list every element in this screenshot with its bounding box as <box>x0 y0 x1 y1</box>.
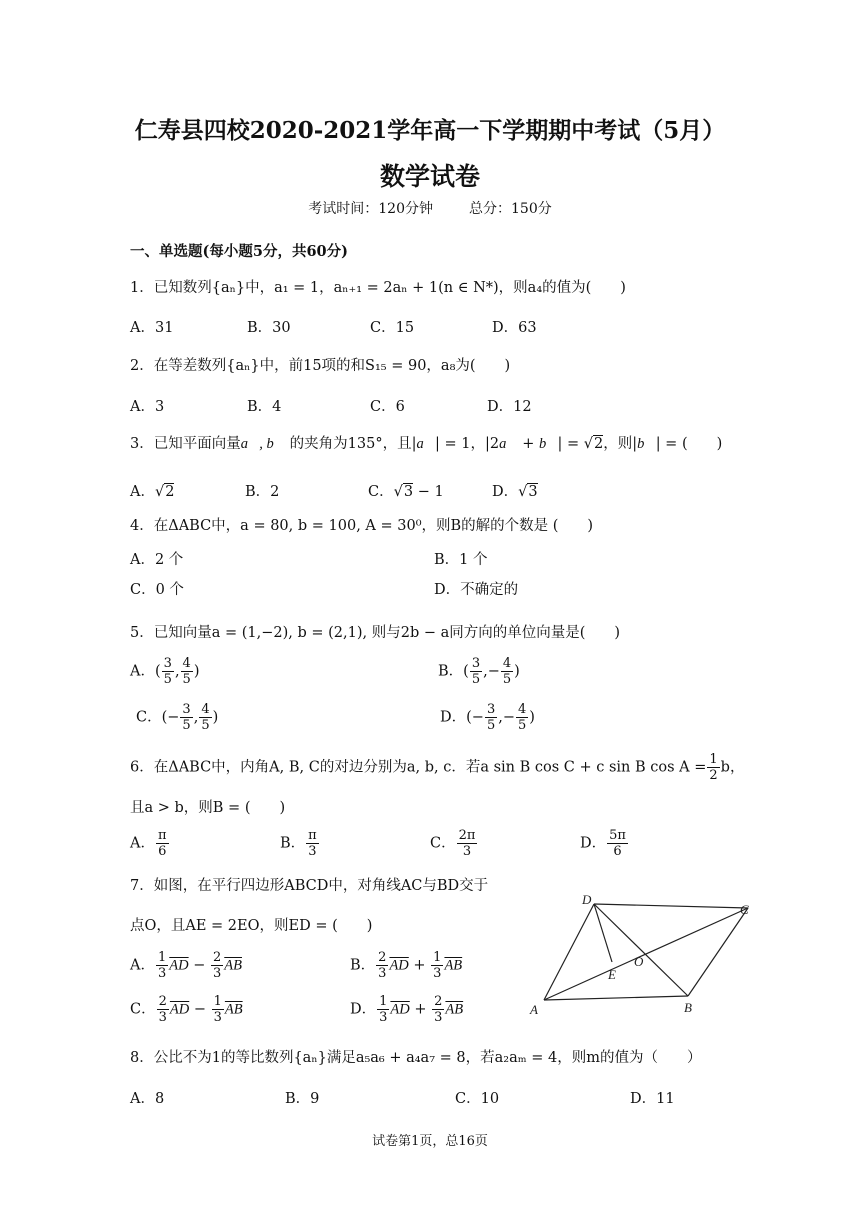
q1-option-b: B．30 <box>247 320 291 336</box>
question-6-line2: 且a > b，则B = ( ) <box>130 800 286 816</box>
q4-option-c: C．0 个 <box>130 582 184 598</box>
q2-option-a: A．3 <box>130 399 165 415</box>
q1-option-a: A．31 <box>130 320 174 336</box>
q2-option-b: B．4 <box>247 399 282 415</box>
q7-option-c: C． $\frac{2}{3}$ $\overline{AD}$ − $\frac{1}{3}$ $\overline{AB}$ <box>130 994 243 1025</box>
question-3-stem: 3．已知平面向量a⃗, b⃗ 的夹角为135°，且|a⃗| = 1，|2a⃗ + b⃗| = √2，则|b⃗| = ( ) <box>130 436 723 452</box>
q7-option-b: B． $\frac{2}{3}$ $\overline{AD}$ + $\frac{1}{3}$ $\overline{AB}$ <box>350 950 463 981</box>
q2-option-c: C．6 <box>370 399 405 415</box>
q4-option-a: A．2 个 <box>130 552 184 568</box>
q3-option-d: D．√3 <box>492 484 538 500</box>
page-footer: 试卷第1页，总16页 <box>372 1134 488 1149</box>
q1-option-c: C．15 <box>370 320 415 336</box>
q1-option-d: D．63 <box>492 320 537 336</box>
q3-stem-text: 3．已知平面向量 <box>130 436 241 452</box>
label-c: C <box>740 902 749 917</box>
q7-option-a: A． $\frac{1}{3}$ $\overline{AD}$ − $\frac{2}{3}$ $\overline{AB}$ <box>130 950 242 981</box>
label-e: E <box>608 967 616 982</box>
question-8-stem: 8．公比不为1的等比数列{aₙ}满足a₅a₆ + a₄a₇ = 8，若a₂aₘ = 4，则m的值为（ ） <box>130 1050 702 1066</box>
exam-score: 总分：150分 <box>469 201 552 217</box>
q8-option-c: C．10 <box>455 1091 500 1107</box>
q3-option-b: B．2 <box>245 484 280 500</box>
question-7-line1: 7．如图，在平行四边形ABCD中，对角线AC与BD交于 <box>130 878 489 894</box>
question-5-stem: 5．已知向量a = (1,−2), b = (2,1), 则与2b − a同方向的单位向量是( ) <box>130 625 621 641</box>
exam-title: 仁寿县四校2020-2021学年高一下学期期中考试（5月） <box>134 117 726 144</box>
q6-option-c: C． $\frac{2\pi}{3}$ <box>430 828 476 859</box>
q3-option-c: C．√3 − 1 <box>368 484 444 500</box>
q4-option-b: B．1 个 <box>434 552 488 568</box>
question-2-stem: 2．在等差数列{aₙ}中，前15项的和S₁₅ = 90，a₈为( ) <box>130 358 511 374</box>
q5-option-b: B．( $\frac{3}{5}$ ,− $\frac{4}{5}$ ) <box>438 656 520 687</box>
edge-cd <box>594 904 748 908</box>
q5-option-d: D．(− $\frac{3}{5}$ ,− $\frac{4}{5}$ ) <box>440 702 535 733</box>
question-6-stem: 6．在ΔABC中，内角A, B, C的对边分别为a, b, c．若a sin B cos C + c sin B cos A = $\frac{1}{2}$ b， <box>130 752 745 783</box>
question-4-stem: 4．在ΔABC中，a = 80, b = 100, A = 30⁰，则B的解的个数是 ( ) <box>130 518 594 534</box>
exam-time: 考试时间：120分钟 <box>308 201 433 217</box>
question-7-line2: 点O，且AE = 2EO，则ED = ( ) <box>130 918 373 934</box>
exam-info <box>0 198 860 218</box>
label-o: O <box>634 954 644 969</box>
q8-option-b: B．9 <box>285 1091 320 1107</box>
q6-option-d: D． $\frac{5\pi}{6}$ <box>580 828 626 859</box>
section-heading: 一、单选题(每小题5分，共60分) <box>130 243 348 260</box>
q5-option-a: A．( $\frac{3}{5}$ , $\frac{4}{5}$ ) <box>130 656 200 687</box>
q6-stem-text: 6．在ΔABC中，内角A, B, C的对边分别为a, b, c．若a sin B cos C + c sin B cos A = <box>130 759 707 776</box>
edge-ab <box>544 996 688 1000</box>
q7-option-d: D． $\frac{1}{3}$ $\overline{AD}$ + $\frac{2}{3}$ $\overline{AB}$ <box>350 994 464 1025</box>
label-d: D <box>582 892 592 907</box>
parallelogram-figure <box>528 888 758 1020</box>
q2-option-d: D．12 <box>487 399 532 415</box>
edge-da <box>544 904 594 1000</box>
q8-option-d: D．11 <box>630 1091 675 1107</box>
label-b: B <box>684 1000 692 1015</box>
q6-option-b: B． $\frac{\pi}{3}$ <box>280 828 317 859</box>
q8-option-a: A．8 <box>130 1091 165 1107</box>
question-1-stem: 1．已知数列{aₙ}中，a₁ = 1，aₙ₊₁ = 2aₙ + 1(n ∈ N*)，则a₄的值为( ) <box>130 280 626 296</box>
diagonal-ac <box>544 908 748 1000</box>
q4-option-d: D．不确定的 <box>434 582 519 598</box>
q6-option-a: A． $\frac{\pi}{6}$ <box>130 828 167 859</box>
q3-option-a: A．√2 <box>130 484 175 500</box>
label-a: A <box>530 1002 538 1017</box>
exam-subtitle: 数学试卷 <box>379 162 480 191</box>
q5-option-c: C．(− $\frac{3}{5}$ , $\frac{4}{5}$ ) <box>136 702 219 733</box>
